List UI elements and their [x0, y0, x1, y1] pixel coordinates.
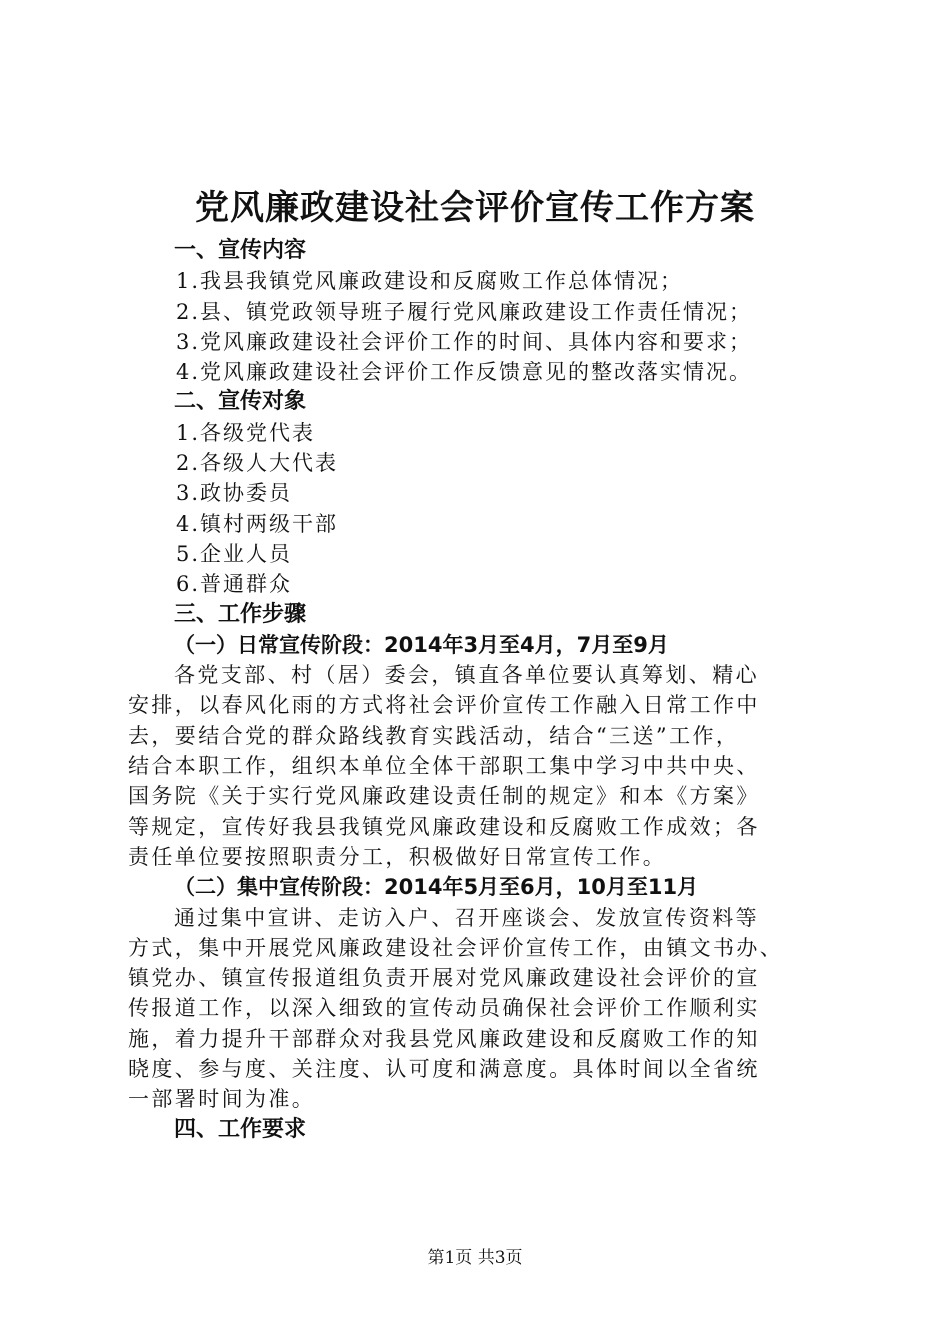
paragraph-line: 去，要结合党的群众路线教育实践活动，结合“三送”工作， — [128, 723, 740, 748]
list-item: 1.我县我镇党风廉政建设和反腐败工作总体情况； — [176, 269, 684, 294]
list-item: 4.镇村两级干部 — [176, 511, 339, 536]
paragraph-line: 方式，集中开展党风廉政建设社会评价宣传工作，由镇文书办、 — [128, 935, 784, 960]
subsection-heading-2: （二）集中宣传阶段：2014年5月至6月，10月至11月 — [174, 875, 699, 900]
list-item: 2.各级人大代表 — [176, 451, 339, 476]
paragraph-line: 一部署时间为准。 — [128, 1087, 316, 1112]
paragraph-line: 安排，以春风化雨的方式将社会评价宣传工作融入日常工作中 — [128, 693, 760, 718]
section-heading-1: 一、宣传内容 — [174, 238, 307, 263]
list-item: 4.党风廉政建设社会评价工作反馈意见的整改落实情况。 — [176, 360, 753, 385]
paragraph-line: 各党支部、村（居）委会，镇直各单位要认真筹划、精心 — [174, 663, 759, 688]
section-heading-2: 二、宣传对象 — [174, 389, 307, 415]
paragraph-line: 传报道工作，以深入细致的宣传动员确保社会评价工作顺利实 — [128, 996, 760, 1021]
paragraph-line: 国务院《关于实行党风廉政建设责任制的规定》和本《方案》 — [128, 784, 760, 809]
list-item: 3.政协委员 — [176, 481, 293, 506]
list-item: 2.县、镇党政领导班子履行党风廉政建设工作责任情况； — [176, 299, 753, 324]
page-footer: 第1页 共3页 — [427, 1248, 523, 1268]
paragraph-line: 施，着力提升干部群众对我县党风廉政建设和反腐败工作的知 — [128, 1026, 760, 1051]
document-title: 党风廉政建设社会评价宣传工作方案 — [195, 188, 755, 228]
document-body — [128, 236, 828, 1145]
paragraph-line: 通过集中宣讲、走访入户、召开座谈会、发放宣传资料等 — [174, 905, 759, 930]
list-item: 1.各级党代表 — [176, 420, 316, 445]
paragraph-line: 责任单位要按照职责分工，积极做好日常宣传工作。 — [128, 844, 667, 869]
paragraph-line: 镇党办、镇宣传报道组负责开展对党风廉政建设社会评价的宣 — [128, 966, 760, 991]
paragraph-line: 结合本职工作，组织本单位全体干部职工集中学习中共中央、 — [128, 754, 760, 779]
list-item: 3.党风廉政建设社会评价工作的时间、具体内容和要求； — [176, 329, 753, 354]
paragraph-line: 等规定，宣传好我县我镇党风廉政建设和反腐败工作成效；各 — [128, 814, 760, 839]
list-item: 5.企业人员 — [176, 541, 293, 566]
section-heading-3: 三、工作步骤 — [174, 601, 307, 627]
paragraph-line: 晓度、参与度、关注度、认可度和满意度。具体时间以全省统 — [128, 1057, 760, 1082]
list-item: 6.普通群众 — [176, 572, 293, 597]
section-heading-4: 四、工作要求 — [174, 1116, 307, 1142]
subsection-heading-1: （一）日常宣传阶段：2014年3月至4月，7月至9月 — [174, 632, 669, 657]
